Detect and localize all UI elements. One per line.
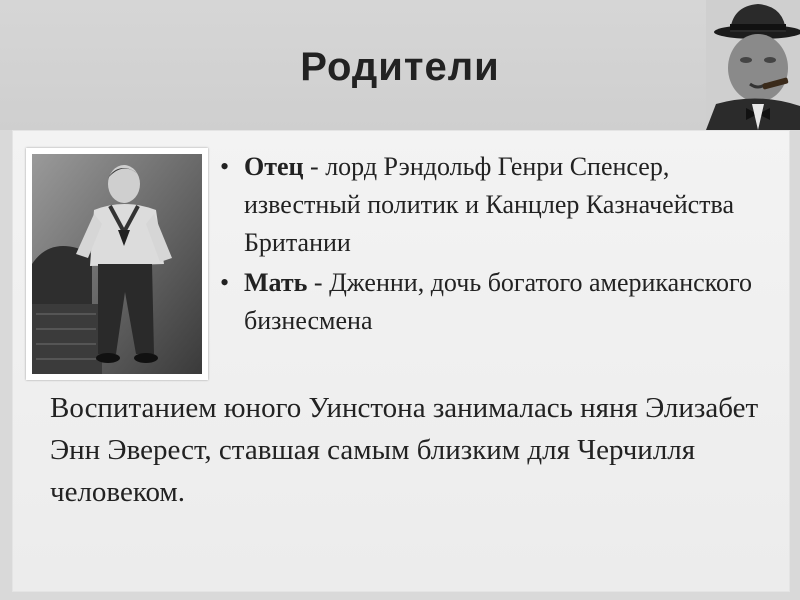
bullet-mother: [220, 264, 780, 340]
bullet-father: [220, 148, 780, 262]
bullet-dot: •: [220, 152, 230, 181]
bullet-text: лорд Рэндольф Генри Спенсер, известный политик и Канцлер Казначейства Британии: [244, 152, 734, 257]
bullet-separator: -: [303, 152, 326, 181]
bullet-term: Отец: [244, 152, 304, 181]
churchill-portrait-image: [706, 0, 800, 130]
childhood-photo: [26, 148, 208, 380]
nanny-paragraph: Воспитанием юного Уинстона занималась няня Элизабет Энн Эверест, ставшая самым близким для Черчилля человеком.: [50, 392, 759, 508]
parents-bullet-list: [220, 148, 780, 342]
slide-title: Родители: [300, 45, 500, 89]
bullet-term: Мать: [244, 268, 308, 297]
bullet-separator: -: [307, 268, 330, 297]
bullet-text: Дженни, дочь богатого американского бизнесмена: [244, 268, 752, 335]
bullet-dot: •: [220, 268, 230, 297]
